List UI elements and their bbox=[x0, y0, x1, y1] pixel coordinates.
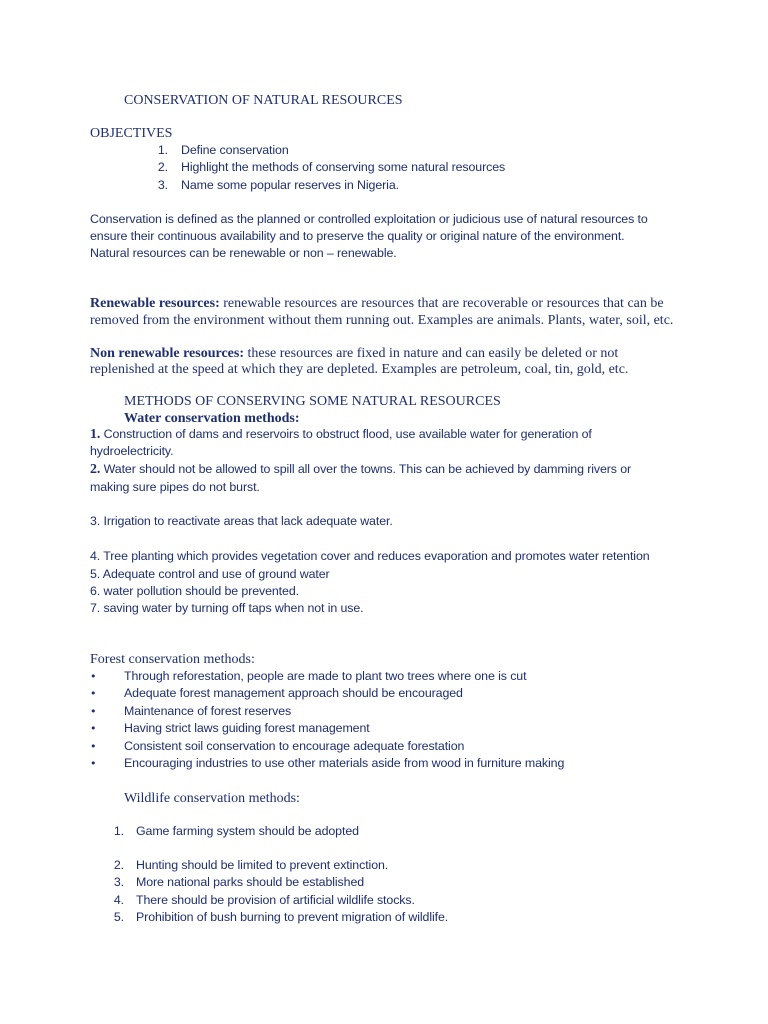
wildlife-method-number: 3. bbox=[113, 875, 124, 889]
bullet-icon: • bbox=[90, 740, 97, 753]
paragraph-line: ensure their continuous availability and to preserve the quality or original nature of the environment. bbox=[90, 229, 625, 243]
bullet-icon: • bbox=[90, 687, 97, 700]
wildlife-method-item: More national parks should be established bbox=[136, 875, 365, 889]
wildlife-method-item: Hunting should be limited to prevent extinction. bbox=[136, 858, 389, 872]
non-renewable-paragraph-line: replenished at the speed at which they are depleted. Examples are petroleum, coal, tin, gold, etc. bbox=[90, 362, 629, 377]
objectives-heading: OBJECTIVES bbox=[90, 126, 173, 141]
wildlife-method-number: 1. bbox=[113, 824, 124, 838]
forest-method-item: Encouraging industries to use other materials aside from wood in furniture making bbox=[124, 756, 565, 770]
paragraph-line: Conservation is defined as the planned or controlled exploitation or judicious use of natural resources to bbox=[90, 212, 648, 226]
water-method-item bbox=[90, 461, 631, 478]
forest-method-item: Consistent soil conservation to encourage adequate forestation bbox=[124, 739, 465, 753]
bullet-icon: • bbox=[90, 722, 97, 735]
forest-method-item: Through reforestation, people are made to plant two trees where one is cut bbox=[124, 669, 527, 683]
water-method-continuation: hydroelectricity. bbox=[90, 444, 174, 458]
non-renewable-text: these resources are fixed in nature and can easily be deleted or not bbox=[243, 346, 619, 361]
water-method-item: 3. Irrigation to reactivate areas that lack adequate water. bbox=[90, 514, 393, 528]
objective-item: Highlight the methods of conserving some natural resources bbox=[181, 160, 506, 174]
objective-item: Define conservation bbox=[181, 143, 289, 157]
wildlife-method-item: Game farming system should be adopted bbox=[136, 824, 359, 838]
non-renewable-paragraph-line bbox=[90, 345, 618, 362]
objective-number: 1. bbox=[157, 143, 168, 157]
water-heading-line bbox=[124, 410, 300, 427]
wildlife-method-number: 2. bbox=[113, 858, 124, 872]
renewable-paragraph-line: removed from the environment without them running out. Examples are animals. Plants, water, soil, etc. bbox=[90, 313, 674, 328]
renewable-paragraph-line bbox=[90, 295, 664, 312]
wildlife-method-item: Prohibition of bush burning to prevent migration of wildlife. bbox=[136, 910, 449, 924]
water-method-item bbox=[90, 426, 592, 443]
water-method-text: Construction of dams and reservoirs to obstruct flood, use available water for generation of bbox=[100, 427, 592, 441]
page-title: CONSERVATION OF NATURAL RESOURCES bbox=[124, 93, 403, 108]
renewable-term: Renewable resources: bbox=[90, 296, 220, 311]
water-method-continuation: making sure pipes do not burst. bbox=[90, 480, 260, 494]
objective-number: 3. bbox=[157, 178, 168, 192]
forest-method-item: Adequate forest management approach should be encouraged bbox=[124, 686, 463, 700]
wildlife-method-number: 5. bbox=[113, 910, 124, 924]
water-method-number: 1. bbox=[90, 427, 101, 442]
paragraph-line: Natural resources can be renewable or non – renewable. bbox=[90, 246, 397, 260]
objective-item: Name some popular reserves in Nigeria. bbox=[181, 178, 399, 192]
forest-conservation-heading: Forest conservation methods: bbox=[90, 652, 255, 667]
forest-method-item: Having strict laws guiding forest management bbox=[124, 721, 370, 735]
wildlife-method-number: 4. bbox=[113, 893, 124, 907]
renewable-text: renewable resources are resources that are recoverable or resources that can be bbox=[219, 296, 664, 311]
water-method-item: 5. Adequate control and use of ground water bbox=[90, 567, 330, 581]
bullet-icon: • bbox=[90, 670, 97, 683]
water-method-item: 4. Tree planting which provides vegetation cover and reduces evaporation and promotes water retention bbox=[90, 549, 650, 563]
water-method-text: Water should not be allowed to spill all over the towns. This can be achieved by damming rivers or bbox=[100, 462, 632, 476]
forest-method-item: Maintenance of forest reserves bbox=[124, 704, 292, 718]
bullet-icon: • bbox=[90, 757, 97, 770]
wildlife-conservation-heading: Wildlife conservation methods: bbox=[124, 791, 300, 806]
methods-heading: METHODS OF CONSERVING SOME NATURAL RESOURCES bbox=[124, 394, 501, 409]
bullet-icon: • bbox=[90, 705, 97, 718]
objective-number: 2. bbox=[157, 160, 168, 174]
non-renewable-term: Non renewable resources: bbox=[90, 346, 244, 361]
water-method-number: 2. bbox=[90, 462, 101, 477]
water-conservation-heading: Water conservation methods: bbox=[124, 411, 300, 426]
water-method-item: 7. saving water by turning off taps when not in use. bbox=[90, 601, 364, 615]
wildlife-method-item: There should be provision of artificial wildlife stocks. bbox=[136, 893, 415, 907]
water-method-item: 6. water pollution should be prevented. bbox=[90, 584, 299, 598]
